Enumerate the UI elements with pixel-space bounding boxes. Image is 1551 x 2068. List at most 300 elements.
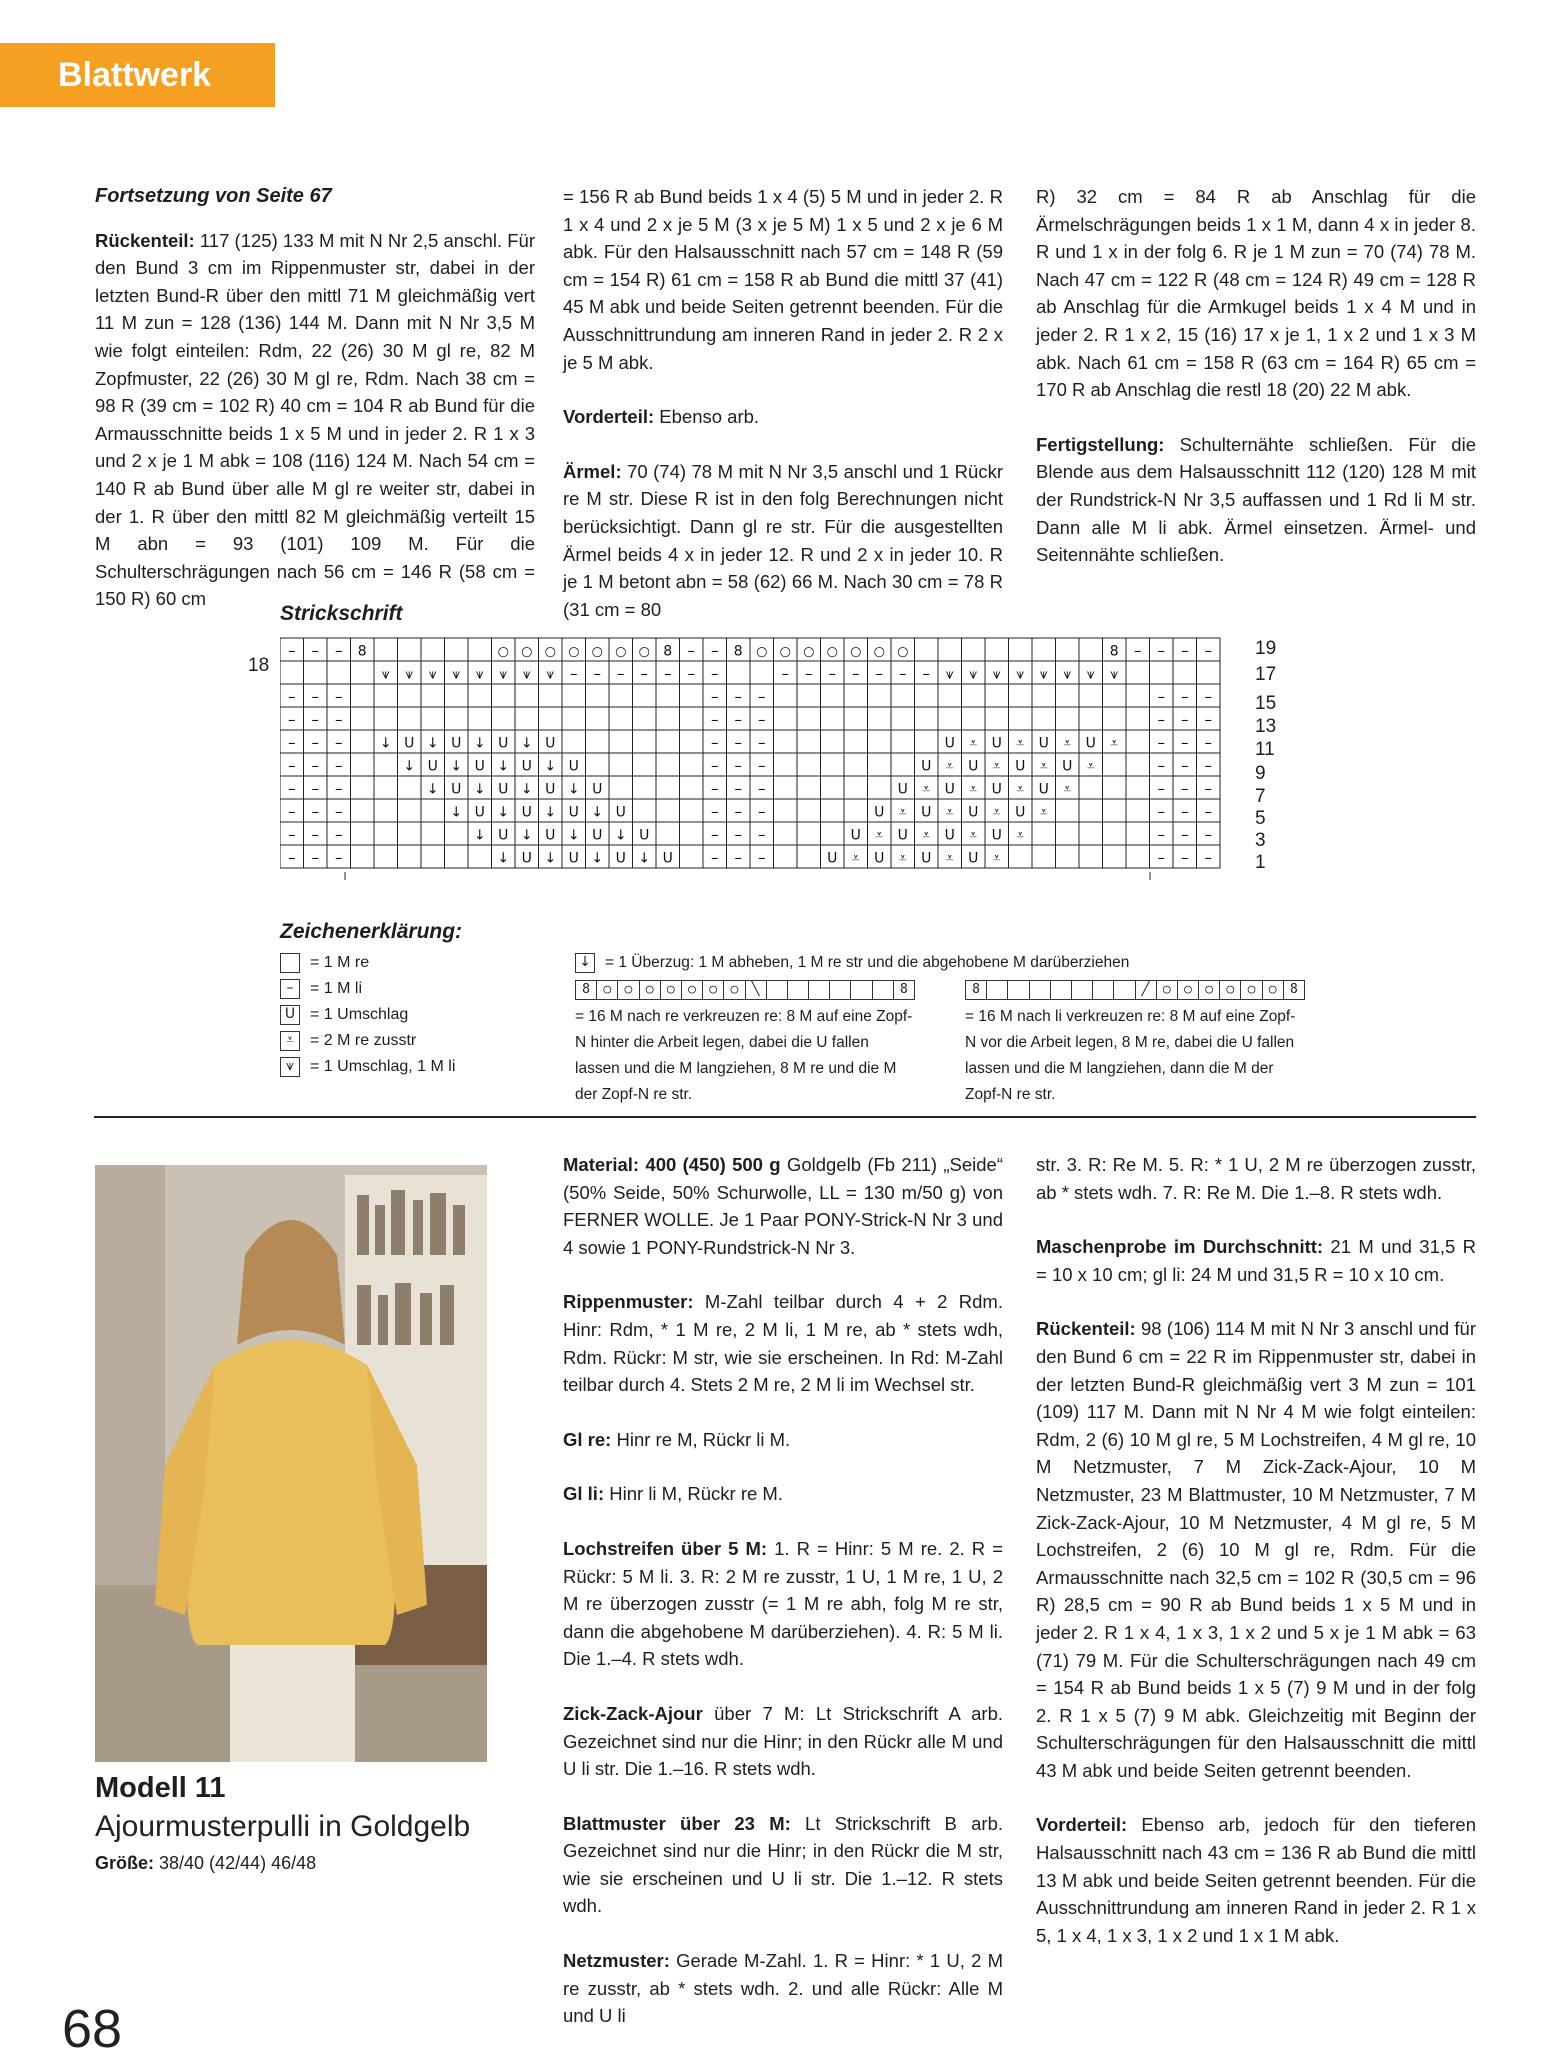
chart-symbol: – [335,733,343,752]
row-number: 7 [1255,786,1266,807]
chart-symbol: U [850,827,861,844]
chart-symbol: ↓ [520,781,533,798]
chart-title: Strickschrift [280,602,403,625]
chart-symbol: ○ [873,644,885,660]
chart-symbol: – [875,664,883,683]
chart-symbol: ○ [591,644,603,660]
chart-symbol: – [1181,756,1189,775]
chart-cells [280,638,1220,868]
chart-symbol: ○ [779,644,791,660]
chart-symbol: U [404,735,415,752]
chart-symbol: – [1204,641,1212,660]
chart-symbol: ↓ [544,758,557,775]
chart-symbol: – [1181,848,1189,867]
chart-symbol: U [545,735,556,752]
chart-symbol: ⩡ [992,850,1001,867]
chart-symbol: ⩛ [546,666,555,683]
chart-symbol: ○ [521,644,533,660]
paragraph-heading: Zick-Zack-Ajour [563,1702,703,1724]
chart-symbol: U [1085,735,1096,752]
chart-symbol: – [288,710,296,729]
chart-symbol: – [734,756,742,775]
row-number: 15 [1255,693,1277,714]
legend-cable-left [965,980,1305,1108]
chart-symbol: U [498,735,509,752]
paragraph-text: M-Zahl teilbar durch 4 + 2 Rdm. Hinr: Rdm, * 1 M re, 2 M li, 1 M re, ab * stets wdh, Rdm. Rückr: M str, wie sie erscheinen. In Rd: M-Zahl teilbar durch 4. Stets 2 M re, 2 M li im Wechsel str. [563,1291,1003,1396]
chart-symbol: ⩛ [452,666,461,683]
chart-symbol: U [474,758,485,775]
chart-symbol: ⩛ [522,666,531,683]
model-size [95,1853,316,1874]
chart-symbol: – [593,664,601,683]
chart-symbol: U [968,758,979,775]
chart-symbol: – [1181,802,1189,821]
chart-symbol: U [498,827,509,844]
chart-symbol: – [664,664,672,683]
ueberzug-symbol-icon: ↓ [575,953,595,973]
chart-symbol: – [335,802,343,821]
chart-symbol: ⩛ [475,666,484,683]
chart-symbol: – [335,779,343,798]
row-number: 17 [1255,664,1277,685]
paragraph [1036,1151,1476,1206]
chart-symbol: ↓ [379,735,392,752]
chart-symbol: ↓ [450,804,463,821]
chart-symbol: U [921,804,932,821]
chart-symbol: – [1157,710,1165,729]
chart-symbol: ⩡ [898,804,907,821]
bottom-column-3 [1036,1151,1476,1976]
chart-symbol: ○ [850,644,862,660]
chart-symbol: U [1038,781,1049,798]
legend-item [280,1002,455,1028]
chart-symbol: U [921,850,932,867]
chart-symbol: U [568,758,579,775]
chart-symbol: ⩡ [851,850,860,867]
chart-symbol: – [1181,687,1189,706]
chart-symbol: ⩛ [1110,666,1119,683]
chart-symbol: ↓ [403,758,416,775]
chart-symbol: – [781,664,789,683]
chart-symbol: U [991,827,1002,844]
chart-symbol: ↓ [520,735,533,752]
paragraph [95,227,535,613]
chart-symbol: – [922,664,930,683]
chart-symbol: ↓ [591,804,604,821]
chart-symbol: – [640,664,648,683]
paragraph-text: Hinr re M, Rückr li M. [611,1428,791,1450]
legend-text: = 2 M re zusstr [310,1032,417,1049]
chart-symbol: – [758,825,766,844]
chart-symbol: U [498,781,509,798]
chart-symbol: ⩛ [945,666,954,683]
legend-text: = 1 Umschlag [310,1006,409,1023]
paragraph-text: Schulternähte schließen. Für die Blende aus dem Halsausschnitt 112 (120) 128 M mit der Rundstrick-N Nr 3,5 auffassen und 1 Rd li M str. Dann alle M li abk. Ärmel einsetzen. Ärmel- und Seitennähte schließen. [1036,433,1476,566]
row-number: 19 [1255,638,1277,659]
chart-symbol: ⩡ [1016,735,1025,752]
chart-symbol: – [288,641,296,660]
bottom-column-2 [563,1151,1003,2057]
section-divider [94,1116,1476,1118]
paragraph-text: str. 3. R: Re M. 5. R: * 1 U, 2 M re überzogen zusstr, ab * stets wdh. 7. R: Re M. Die 1.–8. R stets wdh. [1036,1154,1476,1203]
paragraph-heading: Fertigstellung: [1036,433,1165,455]
chart-symbol: – [1204,733,1212,752]
chart-left-label: 18 [248,655,270,676]
legend-cable-right [575,980,915,1108]
chart-symbol: ↓ [497,758,510,775]
chart-symbol: U [1038,735,1049,752]
chart-symbol: ↓ [567,781,580,798]
chart-symbol: – [335,710,343,729]
chart-symbol: U [897,781,908,798]
chart-symbol: ⩡ [1110,735,1119,752]
chart-symbol: – [711,779,719,798]
top-column-2 [563,183,1003,650]
section-tag: Blattwerk [0,43,275,107]
paragraph [1036,1811,1476,1949]
chart-symbol: 8 [733,643,743,660]
chart-symbol: ⩡ [945,758,954,775]
row-number: 13 [1255,716,1277,737]
chart-symbol: – [711,733,719,752]
cable-right-symbol: 8 ○ ○ ○ ○ ○ ○ ○ ╲ 8 [575,980,915,1000]
chart-symbol: U [827,850,838,867]
legend-item [280,1054,455,1080]
chart-symbol: – [1157,756,1165,775]
legend-item [280,976,455,1002]
chart-symbol: – [311,710,319,729]
paragraph-text: Goldgelb (Fb 211) „Seide“ (50% Seide, 50% Schurwolle, LL = 130 m/50 g) von FERNER WOLLE. Je 1 Paar PONY-Strick-N Nr 3 und 4 sowie 1 PONY-Rundstrick-N Nr 3. [563,1154,1004,1258]
chart-symbol: ↓ [544,850,557,867]
chart-symbol: ⩡ [1086,758,1095,775]
paragraph [563,1288,1003,1398]
chart-symbol: ↓ [473,781,486,798]
chart-symbol: ○ [568,644,580,660]
chart-symbol: ↓ [473,735,486,752]
chart-symbol: U [944,781,955,798]
chart-symbol: – [734,710,742,729]
chart-symbol: – [1181,825,1189,844]
paragraph [563,1535,1003,1673]
chart-symbol: – [288,687,296,706]
row-number: 11 [1255,739,1275,760]
legend-title: Zeichenerklärung: [280,920,463,943]
paragraph-text: 70 (74) 78 M mit N Nr 3,5 anschl und 1 Rückr re M str. Diese R ist in den folg Berechnungen nicht berücksichtigt. Dann gl re str. Für die ausgestellten Ärmel beids 4 x in jeder 12. R und 2 x in jeder 10. R je 1 M betont abn = 58 (62) 66 M. Nach 30 cm = 78 R (31 cm = 80 [563,460,1003,620]
chart-symbol: – [758,848,766,867]
chart-symbol: ⩛ [405,666,414,683]
chart-symbol: – [1157,848,1165,867]
paragraph-text: Ebenso arb. [654,406,760,428]
chart-symbol: – [711,848,719,867]
chart-symbol: – [335,848,343,867]
chart-symbol: – [1204,756,1212,775]
paragraph-heading: Rippenmuster: [563,1291,694,1313]
paragraph-heading: Ärmel: [563,460,622,482]
chart-symbol: – [758,756,766,775]
paragraph [563,1700,1003,1783]
chart-symbol: – [758,687,766,706]
paragraph [1036,431,1476,569]
paragraph [563,1426,1003,1454]
chart-symbol: ↓ [520,827,533,844]
chart-symbol: – [335,756,343,775]
chart-symbol: ○ [826,644,838,660]
chart-symbol: – [335,687,343,706]
chart-symbol: – [1181,779,1189,798]
chart-symbol: ⩡ [969,735,978,752]
chart-symbol: U [545,781,556,798]
chart-symbol: U [639,827,650,844]
chart-symbol: – [899,664,907,683]
chart-symbol: ⩡ [922,781,931,798]
chart-symbol: – [734,825,742,844]
chart-symbol: U [968,850,979,867]
chart-symbol: ⩡ [1063,781,1072,798]
chart-symbol: ○ [897,644,909,660]
page-number: 68 [62,1999,123,2059]
chart-symbol: ○ [638,644,650,660]
top-column-3 [1036,183,1476,596]
paragraph-heading: Rückenteil: [95,229,195,251]
chart-symbol: 8 [357,643,367,660]
chart-symbol: – [1204,710,1212,729]
row-number: 9 [1255,763,1266,784]
paragraph-heading: Material: 400 (450) 500 g [563,1154,781,1175]
chart-symbol: – [1181,733,1189,752]
paragraph [1036,1233,1476,1288]
chart-symbol: – [828,664,836,683]
chart-symbol: – [288,779,296,798]
paragraph-text: = 156 R ab Bund beids 1 x 4 (5) 5 M und in jeder 2. R 1 x 4 und 2 x je 5 M (3 x je 5 M) 1 x 5 und 2 x je 6 M abk. Für den Halsausschnitt nach 57 cm = 148 R (59 cm = 154 R) 61 cm = 158 R ab Bund die mittl 37 (41) 45 M abk und beide Seiten getrennt beenden. Für die Ausschnittrundung am inneren Rand in jeder 2. R 2 x je 5 M abk. [563,186,1003,373]
size-value: 38/40 (42/44) 46/48 [154,1853,317,1873]
paragraph [563,1810,1003,1920]
chart-symbol: ↓ [497,804,510,821]
chart-symbol: ↓ [567,827,580,844]
paragraph-heading: Blattmuster über 23 M: [563,1812,791,1834]
chart-symbol: – [570,664,578,683]
chart-symbol: U [521,758,532,775]
chart-symbol: – [711,802,719,821]
chart-symbol: U [592,781,603,798]
chart-symbol: – [1157,825,1165,844]
legend-symbol-icon [280,953,300,973]
chart-symbol: – [758,802,766,821]
knitting-chart [280,630,1250,886]
paragraph-heading: Netzmuster: [563,1950,670,1972]
chart-symbol: – [311,641,319,660]
chart-symbol: – [311,848,319,867]
chart-symbol: – [617,664,625,683]
chart-symbol: – [1204,802,1212,821]
paragraph [563,403,1003,431]
paragraph-text: Lt Strickschrift B arb. Gezeichnet sind nur die Hinr; in den Rückr die M str, wie sie erscheinen und U li str. Die 1.–12. R stets wdh. [563,1812,1003,1917]
chart-symbol: ⩛ [969,666,978,683]
chart-symbol: – [1157,687,1165,706]
paragraph-heading: Vorderteil: [563,406,655,428]
chart-symbol: U [874,804,885,821]
legend-symbol-icon: ⩛ [280,1057,300,1077]
chart-symbol: U [545,827,556,844]
ueberzug-text: = 1 Überzug: 1 M abheben, 1 M re str und die abgehobene M darüberziehen [605,954,1130,971]
paragraph-text: 98 (106) 114 M mit N Nr 3 anschl und für den Bund 6 cm = 22 R im Rippenmuster str, dabei in der letzten Bund-R gleichmäßig vert 3 M zun = 101 (109) 117 M. Dann mit N Nr 4 M wie folgt einteilen: Rdm, 2 (6) 10 M gl re, 5 M Lochstreifen, 4 M gl re, 10 M Netzmuster, 7 M Zick-Zack-Ajour, 10 M Netzmuster, 23 M Blattmuster, 10 M Netzmuster, 7 M Zick-Zack-Ajour, 10 M Netzmuster, 4 M gl re, 5 M Lochstreifen, 2 (6) 10 M gl re, Rdm. Für die Armausschnitte nach 32,5 cm = 102 R (30,5 cm = 96 R) 28,5 cm = 90 R ab Bund beids 1 x 5 M und in jeder 2. R 1 x 4, 1 x 3, 1 x 2 und 5 x je 1 M abk = 63 (71) 79 M. Für die Schulterschrägungen nach 49 cm = 154 R ab Bund beids 1 x 5 (7) 9 M und in der folg 2. R 1 x 5 (7) 9 M abk. Gleichzeitig mit Beginn der Schulterschrägungen für den Halsausschnitt die mittl 43 M abk und beide Seiten getrennt beenden. [1036,1318,1476,1781]
chart-symbol: – [311,733,319,752]
chart-symbol: ⩛ [992,666,1001,683]
chart-symbol: – [852,664,860,683]
chart-symbol: – [1204,779,1212,798]
top-column-1 [95,183,535,640]
chart-symbol: – [1157,779,1165,798]
chart-symbol: ⩛ [381,666,390,683]
chart-symbol: – [734,733,742,752]
chart-symbol: ○ [756,644,768,660]
chart-symbol: U [1062,758,1073,775]
chart-symbol: ⩡ [1016,781,1025,798]
paragraph-text: 117 (125) 133 M mit N Nr 2,5 anschl. Für den Bund 3 cm im Rippenmuster str, dabei in der letzten Bund-R über den mittl 71 M gleichmäßig vert 11 M zun = 128 (136) 144 M. Dann mit N Nr 3,5 M wie folgt einteilen: Rdm, 22 (26) 30 M gl re, 82 M Zopfmuster, 22 (26) 30 M gl re, Rdm. Nach 38 cm = 98 R (39 cm = 102 R) 40 cm = 104 R ab Bund für die Armausschnitte beids 1 x 5 M und in jeder 2. R 1 x 3 und 2 x je 1 M abk = 108 (116) 124 M. Nach 54 cm = 140 R ab Bund über alle M gl re weiter str, dabei in der 1. R über den mittl 82 M gleichmäßig verteilt 15 M abn = 93 (101) 109 M. Für die Schulterschrägungen nach 56 cm = 146 R (58 cm = 150 R) 60 cm [95,229,535,610]
chart-symbol: U [427,758,438,775]
chart-symbol: U [968,804,979,821]
paragraph-text: Hinr li M, Rückr re M. [604,1483,783,1505]
row-number: 1 [1255,852,1266,873]
chart-symbol: ⩡ [1016,827,1025,844]
legend-text: = 1 M re [310,954,370,971]
chart-symbol: ⩡ [1039,758,1048,775]
chart-symbol: – [711,687,719,706]
chart-symbol: – [687,641,695,660]
paragraph-heading: Gl re: [563,1428,612,1450]
chart-symbol: ⩛ [1016,666,1025,683]
model-title: Modell 11 [95,1772,226,1804]
chart-symbol: U [592,827,603,844]
paragraph-text: 21 M und 31,5 R = 10 x 10 cm; gl li: 24 M und 31,5 R = 10 x 10 cm. [1036,1236,1476,1285]
chart-symbol: ○ [497,644,509,660]
legend-item [280,950,455,976]
chart-symbol: – [711,825,719,844]
chart-symbol: ⩡ [945,850,954,867]
chart-symbol: ↓ [544,804,557,821]
chart-symbol: – [1181,641,1189,660]
chart-symbol: ⩡ [992,804,1001,821]
chart-symbol: ⩛ [1063,666,1072,683]
chart-symbol: ○ [544,644,556,660]
chart-symbol: ⩡ [1039,804,1048,821]
cable-left-text: = 16 M nach li verkreuzen re: 8 M auf eine Zopf-N vor die Arbeit legen, 8 M re, dabei die U fallen lassen und die M langziehen, dann die M der Zopf-N re str. [965,1008,1296,1103]
chart-symbol: ⩡ [1063,735,1072,752]
chart-symbol: – [288,733,296,752]
paragraph-heading: Lochstreifen über 5 M: [563,1537,768,1559]
chart-symbol: – [687,664,695,683]
chart-symbol: – [1157,641,1165,660]
paragraph [563,1151,1003,1261]
chart-symbol: – [335,641,343,660]
chart-symbol: ⩡ [969,827,978,844]
chart-symbol: ○ [615,644,627,660]
chart-symbol: – [288,802,296,821]
paragraph-text: Ebenso arb, jedoch für den tieferen Halsausschnitt nach 43 cm = 136 R ab Bund die mittl 13 M abk und beide Seiten getrennt beenden. Für die Ausschnittrundung am inneren Rand in jeder 2. R 1 x 5, 1 x 4, 1 x 3, 1 x 2 und 1 x 1 M abk. [1036,1814,1476,1946]
chart-symbol: U [874,850,885,867]
chart-symbol: U [474,804,485,821]
paragraph [563,1480,1003,1508]
chart-symbol: ⩡ [945,804,954,821]
chart-symbol: – [711,641,719,660]
chart-symbol: ↓ [450,758,463,775]
chart-symbol: U [991,781,1002,798]
chart-symbol: – [311,687,319,706]
chart-symbol: – [1181,710,1189,729]
paragraph-text: R) 32 cm = 84 R ab Anschlag für die Ärmelschrägungen beids 1 x 1 M, dann 4 x in jeder 8. R und 1 x in der folg 6. R je 1 M zun = 70 (74) 78 M. Nach 47 cm = 122 R (48 cm = 124 R) 49 cm = 128 R ab Anschlag für die Armkugel beids 1 x 4 M und in jeder 2. R 1 x 2, 15 (16) 17 x je 1, 1 x 2 und 1 x 3 M abk. Nach 61 cm = 158 R (63 cm = 164 R) 65 cm = 170 R ab Anschlag die restl 18 (20) 22 M abk. [1036,186,1476,401]
chart-symbol: – [1204,825,1212,844]
chart-symbol: U [451,781,462,798]
paragraph [563,458,1003,624]
chart-symbol: – [711,756,719,775]
cable-left-symbol: 8 ╱ ○ ○ ○ ○ ○ ○ 8 [965,980,1305,1000]
chart-symbol: ⩛ [1086,666,1095,683]
chart-symbol: – [734,687,742,706]
paragraph-text: über 7 M: Lt Strickschrift A arb. Gezeichnet sind nur die Hinr; in den Rückr alle M und U li str. Die 1.–16. R stets wdh. [563,1702,1003,1780]
chart-symbol: U [944,735,955,752]
chart-symbol: ⩡ [898,850,907,867]
chart-symbol: – [711,710,719,729]
cable-right-text: = 16 M nach re verkreuzen re: 8 M auf eine Zopf-N hinter die Arbeit legen, dabei die U fallen lassen und die M langziehen, 8 M re und die M der Zopf-N re str. [575,1008,913,1103]
chart-symbol: – [1157,733,1165,752]
legend-list [280,950,455,1080]
chart-symbol: – [335,825,343,844]
chart-symbol: ↓ [614,827,627,844]
chart-symbol: – [1204,687,1212,706]
paragraph [563,1947,1003,2030]
legend-symbol-icon: – [280,979,300,999]
chart-symbol: ⩛ [1039,666,1048,683]
paragraph [563,183,1003,376]
chart-symbol: ↓ [473,827,486,844]
size-label: Größe: [95,1853,155,1873]
paragraph-heading: Gl li: [563,1483,605,1505]
chart-symbol: U [615,804,626,821]
chart-symbol: – [758,733,766,752]
chart-symbol: ↓ [497,850,510,867]
chart-symbol: U [897,827,908,844]
legend-symbol-icon: U [280,1005,300,1025]
chart-symbol: 8 [1109,643,1119,660]
chart-symbol: – [311,825,319,844]
chart-symbol: – [758,779,766,798]
chart-symbol: – [734,848,742,867]
chart-symbol: U [1015,758,1026,775]
paragraph-text: 1. R = Hinr: 5 M re. 2. R = Rückr: 5 M li. 3. R: 2 M re zusstr, 1 U, 1 M re, 1 U, 2 M re überzogen zusstr (= 1 M re abh, folg M re str, dann die abgehobene M darüberziehen). 4. R: 5 M li. Die 1.–4. R stets wdh. [563,1537,1004,1670]
chart-symbol: U [991,735,1002,752]
chart-symbol: – [1157,802,1165,821]
chart-symbol: U [568,804,579,821]
chart-symbol: – [1134,641,1142,660]
chart-symbol: – [805,664,813,683]
chart-symbol: – [311,756,319,775]
legend-item [280,1028,455,1054]
chart-symbol: – [311,779,319,798]
chart-symbol: ⩡ [992,758,1001,775]
chart-symbol: ⩛ [428,666,437,683]
chart-symbol: ↓ [426,735,439,752]
chart-symbol: U [568,850,579,867]
chart-row-numbers [1255,630,1295,886]
chart-symbol: – [288,848,296,867]
chart-symbol: – [734,779,742,798]
paragraph-heading: Maschenprobe im Durchschnitt: [1036,1236,1324,1258]
paragraph-text: Gerade M-Zahl. 1. R = Hinr: * 1 U, 2 M re zusstr, ab * stets wdh. 2. und alle Rückr: Alle M und U li [563,1950,1003,2027]
chart-symbol: U [451,735,462,752]
chart-symbol: U [662,850,673,867]
chart-symbol: ⩛ [499,666,508,683]
chart-symbol: U [921,758,932,775]
continued-heading: Fortsetzung von Seite 67 [95,185,332,207]
